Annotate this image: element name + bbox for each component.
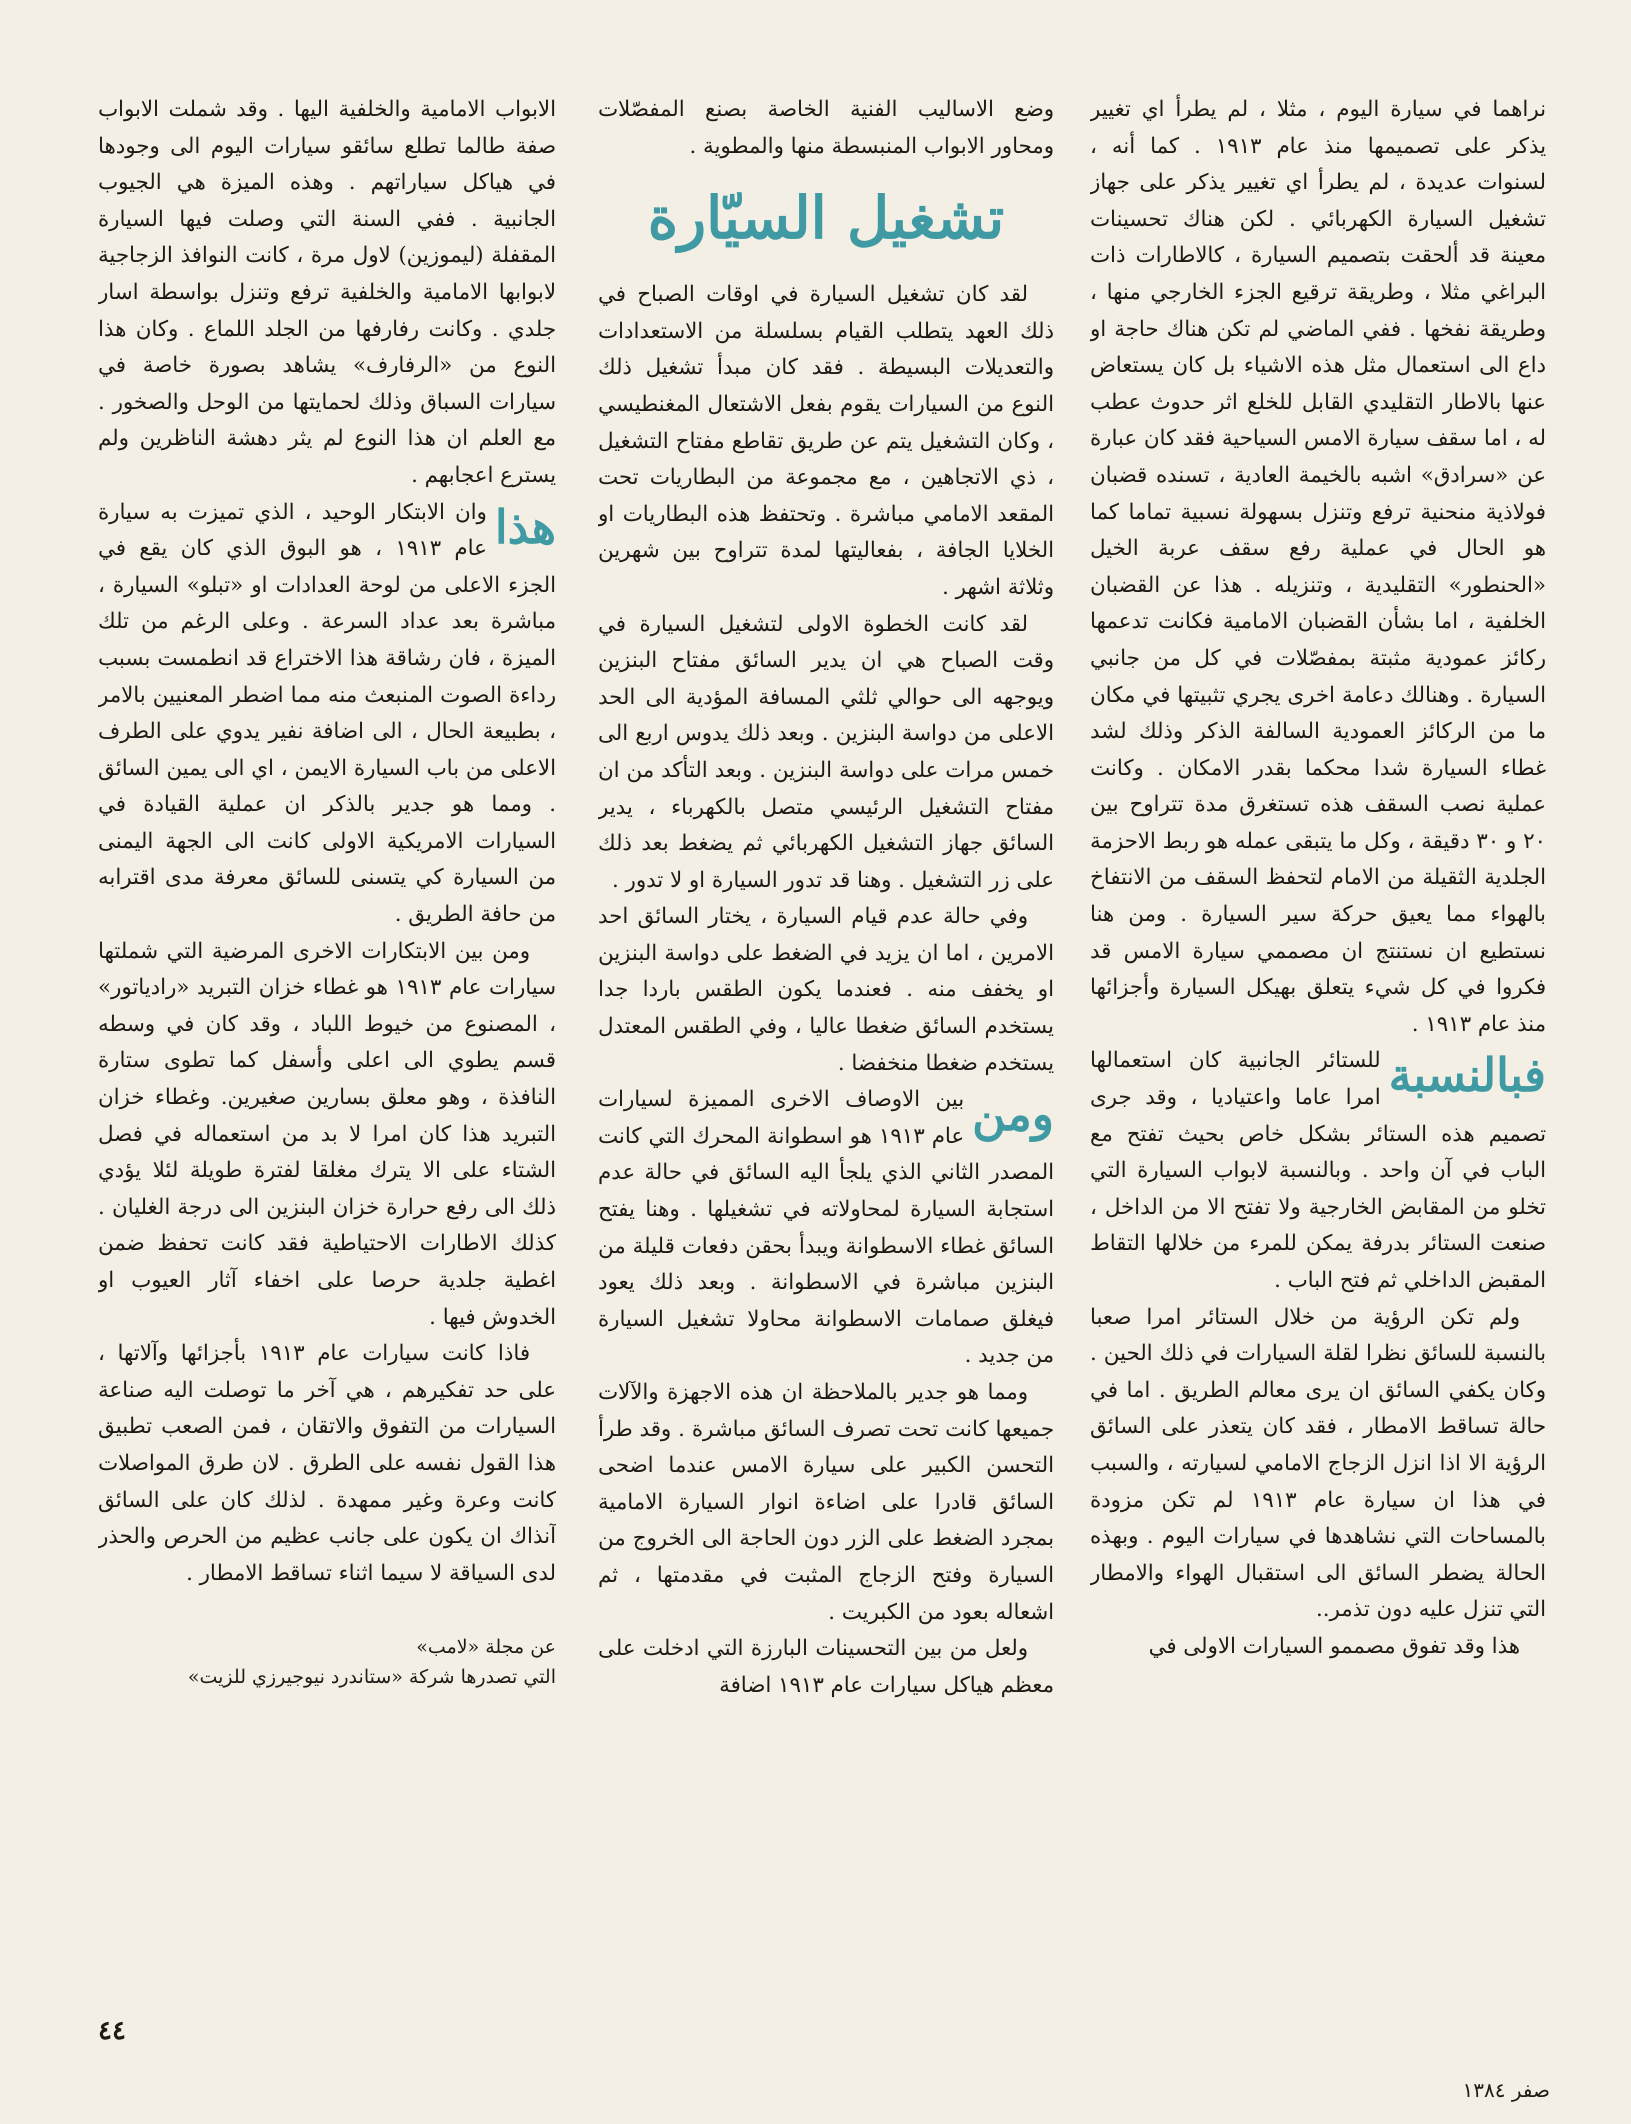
paragraph: وفي حالة عدم قيام السيارة ، يختار السائق احد الامرين ، اما ان يزيد في الضغط على دواسة البنزين او يخفف منه . فعندما يكون الطقس باردا جدا يستخدم السائق ضغطا عاليا ، وفي الطقس المعتدل يستخدم ضغطا منخفضا . bbox=[598, 904, 1054, 1076]
source-line: التي تصدرها شركة «ستاندرد نيوجيرزي للزيت» bbox=[187, 1666, 556, 1689]
column-left bbox=[98, 92, 556, 1992]
paragraph-text: بين الاوصاف الاخرى المميزة لسيارات عام ١٩١٣ هو اسطوانة المحرك التي كانت المصدر الثاني الذي يلجأ اليه السائق في حالة عدم استجابة السيارة لمحاولاته في تشغيلها . وهنا يفتح السائق غطاء الاسطوانة ويبدأ بحقن دفعات قليلة من البنزين مباشرة في الاسطوانة . وبعد ذلك يعود فيغلق صمامات الاسطوانة محاولا تشغيل السيارة من جديد . bbox=[598, 1087, 1054, 1369]
source-line: عن مجلة «لامب» bbox=[416, 1636, 556, 1659]
paragraph: لقد كان تشغيل السيارة في اوقات الصباح في ذلك العهد يتطلب القيام بسلسلة من الاستعدادات والتعديلات البسيطة . فقد كان مبدأ تشغيل ذلك النوع من السيارات يقوم بفعل الاشتعال المغنطيسي ، وكان التشغيل يتم عن طريق تقاطع مفتاح التشغيل ، ذي الاتجاهين ، مع مجموعة من البطاريات تحت المقعد الامامي مباشرة . وتحتفظ هذه البطاريات او الخلايا الجافة ، بفعاليتها لمدة تتراوح بين شهرين وثلاثة اشهر . bbox=[598, 282, 1054, 600]
paragraph: ولعل من بين التحسينات البارزة التي ادخلت على معظم هياكل سيارات عام ١٩١٣ اضافة bbox=[598, 1636, 1054, 1698]
paragraph: ومن بين الابتكارات الاخرى المرضية التي شملتها سيارات عام ١٩١٣ هو غطاء خزان التبريد «رادياتور» ، المصنوع من خيوط اللباد ، وقد كان في وسطه قسم يطوي الى اعلى وأسفل كما تطوى ستارة النافذة ، وهو معلق بسارين صغيرين. وغطاء خزان التبريد هذا كان امرا لا بد من استعماله في فصل الشتاء على الا يترك مغلقا لفترة طويلة لئلا يؤدي ذلك الى رفع حرارة خزان البنزين الى درجة الغليان . كذلك الاطارات الاحتياطية فقد كانت تحفظ ضمن اغطية جلدية حرصا على اخفاء آثار العيوب او الخدوش فيها . bbox=[98, 938, 556, 1330]
paragraph: نراهما في سيارة اليوم ، مثلا ، لم يطرأ اي تغيير يذكر على تصميمها منذ عام ١٩١٣ . كما أنه ، لسنوات عديدة ، لم يطرأ اي تغيير يذكر على جهاز تشغيل السيارة الكهربائي . لكن هناك تحسينات معينة قد ألحقت بتصميم السيارة ، كالاطارات ذات البراغي مثلا ، وطريقة ترقيع الجزء الخارجي منها ، وطريقة نفخها . ففي الماضي لم تكن هناك حاجة او داع الى استعمال مثل هذه الاشياء بل كان يستعاض عنها بالاطار التقليدي القابل للخلع اثر حدوث عطب له ، اما سقف سيارة الامس السياحية فقد كان عبارة عن «سرادق» اشبه بالخيمة العادية ، تسنده قضبان فولاذية منحنية ترفع وتنزل بسهولة نسبية تماما كما هو الحال في عملية رفع سقف عربة الخيل «الحنطور» التقليدية ، وتنزيله . هذا عن القضبان الخلفية ، اما بشأن القضبان الامامية فكانت تدعمها ركائز عمودية مثبتة بمفصّلات في كل من جانبي السيارة . وهنالك دعامة اخرى يجري تثبيتها في مكان ما من الركائز العمودية السالفة الذكر وذلك لشد غطاء السيارة شدا محكما بقدر الامكان . وكانت عملية نصب السقف هذه تستغرق مدة تتراوح بين ٢٠ و ٣٠ دقيقة ، وكل ما يتبقى عمله هو ربط الاحزمة الجلدية الثقيلة من الامام لتحفظ السقف من الانتفاخ بالهواء مما يعيق حركة سير السيارة . ومن هنا نستطيع ان نستنتج ان مصممي سيارة الامس قد فكروا في كل شيء يتعلق بهيكل السيارة وأجزائها منذ عام ١٩١٣ . bbox=[1090, 97, 1546, 1037]
paragraph bbox=[598, 1082, 1054, 1375]
paragraph: لقد كانت الخطوة الاولى لتشغيل السيارة في وقت الصباح هي ان يدير السائق مفتاح البنزين ويوجهه الى حوالي ثلثي المسافة المؤدية الى الحد الاعلى من دواسة البنزين . وبعد ذلك يدوس اربع الى خمس مرات على دواسة البنزين . وبعد التأكد من ان مفتاح التشغيل الرئيسي متصل بالكهرباء ، يدير السائق جهاز التشغيل الكهربائي ثم يضغط بعد ذلك على زر التشغيل . وهنا قد تدور السيارة او لا تدور . bbox=[598, 611, 1054, 893]
paragraph bbox=[1090, 1043, 1546, 1299]
section-heading: تشغيل السيّارة bbox=[647, 184, 1005, 253]
dropcap-word: فبالنسبة bbox=[1388, 1048, 1546, 1103]
paragraph: الابواب الامامية والخلفية اليها . وقد شملت الابواب صفة طالما تطلع سائقو سيارات اليوم الى وجودها في هياكل سياراتهم . وهذه الميزة هي الجيوب الجانبية . ففي السنة التي وصلت فيها السيارة المقفلة (ليموزين) لاول مرة ، كانت النوافذ الزجاجية لابوابها الامامية والخلفية ترفع وتنزل بواسطة اسار جلدي . وكانت رفارفها من الجلد اللماع . وكان هذا النوع من «الرفارف» يشاهد بصورة خاصة في سيارات السباق وذلك لحمايتها من الوحل والصخور . مع العلم ان هذا النوع لم يثر دهشة الناظرين ولم يسترع اعجابهم . bbox=[98, 97, 556, 488]
paragraph-text: وان الابتكار الوحيد ، الذي تميزت به سيارة عام ١٩١٣ ، هو البوق الذي كان يقع في الجزء الاعلى من لوحة العدادات او «تبلو» السيارة ، مباشرة بعد عداد السرعة . وعلى الرغم من تلك الميزة ، فان رشاقة هذا الاختراع قد انطمست بسبب رداءة الصوت المنبعث منه مما اضطر المعنيين بالامر ، بطبيعة الحال ، الى اضافة نفير يدوي على الطرف الاعلى من باب السيارة الايمن ، اي الى يمين السائق . ومما هو جدير بالذكر ان عملية القيادة في السيارات الامريكية الاولى كانت الى الجهة اليمنى من السيارة كي يتسنى للسائق معرفة مدى اقترابه من حافة الطريق . bbox=[98, 499, 556, 928]
dropcap-word: ومن bbox=[972, 1087, 1054, 1142]
paragraph: ولم تكن الرؤية من خلال الستائر امرا صعبا بالنسبة للسائق نظرا لقلة السيارات في ذلك الحين . وكان يكفي السائق ان يرى معالم الطريق . اما في حالة تساقط الامطار ، فقد كان يتعذر على السائق الرؤية الا اذا انزل الزجاج الامامي لسيارته ، والسبب في هذا ان سيارة عام ١٩١٣ لم تكن مزودة بالمساحات التي نشاهدها في سيارات اليوم . وبهذه الحالة يضطر السائق الى استقبال الهواء والامطار التي تنزل عليه دون تذمر.. bbox=[1090, 1304, 1546, 1623]
column-middle bbox=[598, 92, 1054, 1992]
issue-date-footer: صفر ١٣٨٤ bbox=[1462, 2078, 1550, 2102]
paragraph bbox=[98, 495, 556, 934]
column-right bbox=[1090, 92, 1546, 1992]
paragraph: ومما هو جدير بالملاحظة ان هذه الاجهزة والآلات جميعها كانت تحت تصرف السائق مباشرة . وقد طرأ التحسن الكبير على سيارة الامس عندما اضحى السائق قادرا على اضاءة انوار السيارة الامامية بمجرد الضغط على الزر دون الحاجة الى الخروج من السيارة وفتح الزجاج المثبت في مقدمتها ، ثم اشعاله بعود من الكبريت . bbox=[598, 1380, 1054, 1625]
paragraph: فاذا كانت سيارات عام ١٩١٣ بأجزائها وآلاتها ، على حد تفكيرهم ، هي آخر ما توصلت اليه صناعة السيارات من التفوق والاتقان ، فمن الصعب تطبيق هذا القول نفسه على الطرق . لان طرق المواصلات كانت وعرة وغير ممهدة . لذلك كان على السائق آنذاك ان يكون على جانب عظيم من الحرص والحذر لدى السياقة لا سيما اثناء تساقط الامطار . bbox=[98, 1341, 556, 1586]
source-credit bbox=[98, 1632, 556, 1692]
paragraph: هذا وقد تفوق مصممو السيارات الاولى في bbox=[1148, 1633, 1520, 1659]
dropcap-word: هذا bbox=[494, 499, 556, 554]
paragraph: وضع الاساليب الفنية الخاصة بصنع المفصّلات ومحاور الابواب المنبسطة منها والمطوية . bbox=[598, 97, 1054, 159]
paragraph-text: للستائر الجانبية كان استعمالها امرا عاما واعتياديا ، وقد جرى تصميم هذه الستائر بشكل خاص بحيث تفتح مع الباب في آن واحد . وبالنسبة لابواب السيارة التي تخلو من المقابض الخارجية ولا تفتح الا من الداخل ، صنعت الستائر بدرفة يمكن للمرء من خلالها التقاط المقبض الداخلي ثم فتح الباب . bbox=[1090, 1048, 1546, 1293]
page-number: ٤٤ bbox=[98, 2016, 126, 2046]
